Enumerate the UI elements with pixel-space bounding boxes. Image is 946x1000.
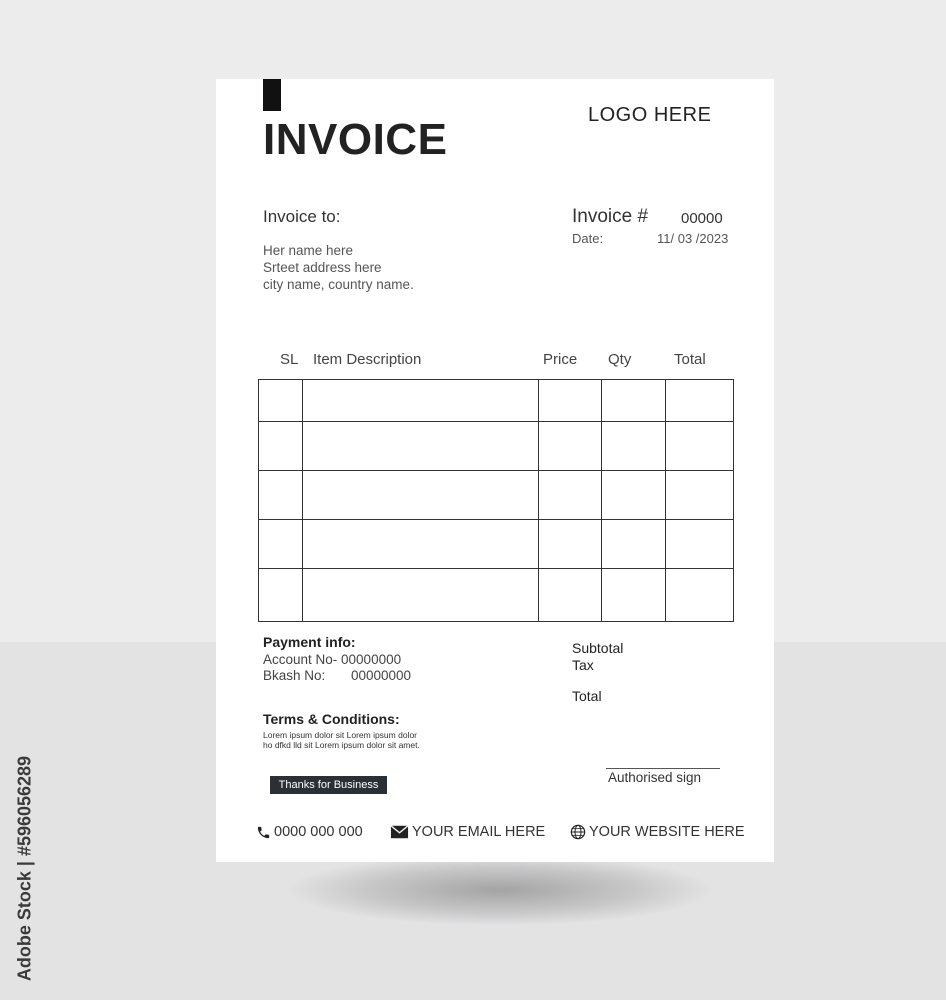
date-label: Date: [572, 231, 604, 246]
page-shadow [290, 855, 710, 925]
cell-sl[interactable] [259, 569, 303, 622]
invoice-number: 00000 [681, 210, 723, 227]
date-value: 11/ 03 /2023 [657, 231, 729, 246]
bill-to-label: Invoice to: [263, 207, 341, 226]
subtotal-label: Subtotal [572, 640, 624, 656]
column-header-description: Item Description [313, 351, 422, 368]
stock-watermark [10, 755, 36, 988]
column-header-sl: SL [280, 351, 299, 368]
cell-description[interactable] [302, 422, 538, 471]
cell-total[interactable] [666, 520, 734, 569]
accent-bar [263, 79, 281, 111]
cell-price[interactable] [539, 520, 602, 569]
signature-label: Authorised sign [608, 770, 702, 785]
items-table [258, 379, 734, 622]
cell-price[interactable] [539, 569, 602, 622]
column-header-qty: Qty [608, 351, 632, 368]
cell-qty[interactable] [602, 569, 666, 622]
invoice-number-label: Invoice # [572, 206, 649, 227]
terms-line: ho dfkd lld sit Lorem ipsum dolor sit amet. [263, 740, 420, 750]
cell-price[interactable] [539, 471, 602, 520]
cell-description[interactable] [302, 380, 538, 422]
logo-placeholder: LOGO HERE [588, 104, 712, 126]
bkash-label: Bkash No: [263, 668, 326, 683]
cell-total[interactable] [666, 422, 734, 471]
cell-qty[interactable] [602, 380, 666, 422]
bkash-value: 00000000 [351, 668, 412, 683]
cell-sl[interactable] [259, 471, 303, 520]
thanks-badge: Thanks for Business [270, 776, 387, 794]
cell-total[interactable] [666, 471, 734, 520]
table-row [259, 422, 734, 471]
bill-to-city: city name, country name. [263, 277, 414, 292]
footer-email-text: YOUR EMAIL HERE [412, 824, 546, 840]
cell-sl[interactable] [259, 520, 303, 569]
bill-to-street: Srteet address here [263, 260, 382, 275]
footer-phone[interactable] [256, 824, 363, 840]
total-label: Total [572, 688, 602, 704]
cell-total[interactable] [666, 569, 734, 622]
column-header-price: Price [543, 351, 578, 368]
table-row [259, 569, 734, 622]
account-number: Account No- 00000000 [263, 652, 402, 667]
globe-icon [570, 824, 586, 840]
tax-label: Tax [572, 657, 594, 673]
terms-text [263, 730, 420, 750]
cell-sl[interactable] [259, 380, 303, 422]
cell-qty[interactable] [602, 471, 666, 520]
payment-heading: Payment info: [263, 634, 356, 650]
footer-email[interactable] [390, 824, 545, 840]
signature-line [606, 768, 720, 769]
bill-to-name: Her name here [263, 243, 354, 258]
cell-description[interactable] [302, 569, 538, 622]
column-header-total: Total [674, 351, 706, 368]
table-row [259, 520, 734, 569]
cell-qty[interactable] [602, 520, 666, 569]
phone-icon [256, 825, 271, 840]
footer-website[interactable] [570, 824, 745, 840]
cell-description[interactable] [302, 471, 538, 520]
invoice-page [216, 79, 774, 862]
invoice-title: INVOICE [263, 115, 448, 164]
cell-sl[interactable] [259, 422, 303, 471]
cell-total[interactable] [666, 380, 734, 422]
stock-watermark-text: Adobe Stock | #596056289 [14, 755, 35, 982]
terms-heading: Terms & Conditions: [263, 711, 400, 727]
footer-phone-text: 0000 000 000 [274, 824, 363, 840]
terms-line: Lorem ipsum dolor sit Lorem ipsum dolor [263, 730, 418, 740]
cell-price[interactable] [539, 380, 602, 422]
cell-description[interactable] [302, 520, 538, 569]
table-row [259, 380, 734, 422]
email-icon [390, 825, 409, 839]
bill-to-block [263, 242, 414, 293]
cell-price[interactable] [539, 422, 602, 471]
table-row [259, 471, 734, 520]
cell-qty[interactable] [602, 422, 666, 471]
footer-website-text: YOUR WEBSITE HERE [589, 824, 745, 840]
